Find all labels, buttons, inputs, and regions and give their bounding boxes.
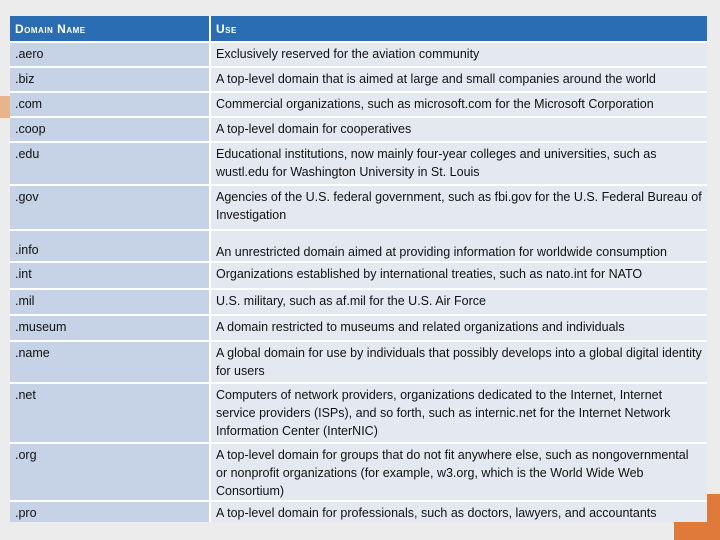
table-row bbox=[10, 289, 707, 315]
use-cell: A top-level domain that is aimed at large and small companies around the world bbox=[210, 67, 707, 92]
domain-cell: .com bbox=[10, 92, 210, 117]
use-cell: Exclusively reserved for the aviation community bbox=[210, 42, 707, 67]
domain-table-container bbox=[10, 16, 707, 522]
use-cell: A top-level domain for groups that do not fit anywhere else, such as nongovernmental or nonprofit organizations (for example, w3.org, which is the World Wide Web Consortium) bbox=[210, 443, 707, 501]
use-cell: A domain restricted to museums and related organizations and individuals bbox=[210, 315, 707, 341]
table-row bbox=[10, 501, 707, 522]
domain-cell: .pro bbox=[10, 501, 210, 522]
domain-cell: .gov bbox=[10, 185, 210, 230]
table-row bbox=[10, 315, 707, 341]
table-row bbox=[10, 42, 707, 67]
domain-cell: .aero bbox=[10, 42, 210, 67]
table-row bbox=[10, 117, 707, 142]
domain-cell: .org bbox=[10, 443, 210, 501]
table-row bbox=[10, 341, 707, 383]
use-cell: A global domain for use by individuals that possibly develops into a global digital identity for users bbox=[210, 341, 707, 383]
table-row bbox=[10, 262, 707, 289]
domain-cell: .info bbox=[10, 230, 210, 262]
use-cell: A top-level domain for cooperatives bbox=[210, 117, 707, 142]
table-row bbox=[10, 383, 707, 443]
use-cell: An unrestricted domain aimed at providing information for worldwide consumption bbox=[210, 230, 707, 262]
domain-cell: .edu bbox=[10, 142, 210, 185]
use-cell: A top-level domain for professionals, such as doctors, lawyers, and accountants bbox=[210, 501, 707, 522]
domain-table bbox=[10, 16, 707, 522]
use-cell: Organizations established by international treaties, such as nato.int for NATO bbox=[210, 262, 707, 289]
domain-cell: .museum bbox=[10, 315, 210, 341]
table-row bbox=[10, 230, 707, 262]
domain-cell: .mil bbox=[10, 289, 210, 315]
table-row bbox=[10, 443, 707, 501]
use-cell: Educational institutions, now mainly four-year colleges and universities, such as wustl.edu for Washington University in St. Louis bbox=[210, 142, 707, 185]
table-body bbox=[10, 42, 707, 522]
use-cell: Agencies of the U.S. federal government, such as fbi.gov for the U.S. Federal Bureau of Investigation bbox=[210, 185, 707, 230]
domain-cell: .name bbox=[10, 341, 210, 383]
table-row bbox=[10, 92, 707, 117]
domain-cell: .coop bbox=[10, 117, 210, 142]
header-domain-name: Domain Name bbox=[10, 16, 210, 42]
use-cell: Computers of network providers, organizations dedicated to the Internet, Internet service providers (ISPs), and so forth, such as internic.net for the Internet Network Information Center (InterNIC) bbox=[210, 383, 707, 443]
table-row bbox=[10, 67, 707, 92]
table-row bbox=[10, 185, 707, 230]
use-cell: U.S. military, such as af.mil for the U.S. Air Force bbox=[210, 289, 707, 315]
domain-cell: .int bbox=[10, 262, 210, 289]
table-row bbox=[10, 142, 707, 185]
use-cell: Commercial organizations, such as microsoft.com for the Microsoft Corporation bbox=[210, 92, 707, 117]
table-header-row bbox=[10, 16, 707, 42]
domain-cell: .biz bbox=[10, 67, 210, 92]
domain-cell: .net bbox=[10, 383, 210, 443]
header-use: Use bbox=[210, 16, 707, 42]
